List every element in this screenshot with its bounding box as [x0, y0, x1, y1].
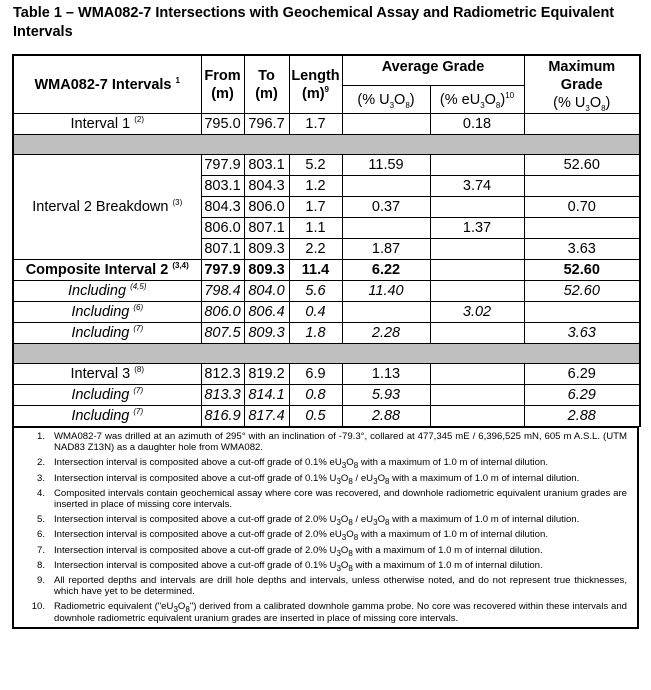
from-value: 797.9 [201, 260, 244, 281]
length-value: 6.9 [289, 364, 342, 385]
u3o8-value: 11.59 [342, 155, 430, 176]
eu3o8-value: 3.02 [430, 302, 524, 323]
max-grade-value: 52.60 [524, 260, 640, 281]
interval-name: Including $^{(4,5)}$ [13, 281, 201, 302]
table-body [13, 114, 640, 427]
header-average-grade: Average Grade [342, 55, 524, 86]
to-value: 804.3 [244, 176, 289, 197]
u3o8-value [342, 176, 430, 197]
footnote-number: 4. [36, 487, 45, 499]
footnote-number: 10. [31, 601, 45, 613]
interval-name: Including $^{(7)}$ [13, 323, 201, 344]
max-grade-value: 3.63 [524, 323, 640, 344]
table-row [13, 385, 640, 406]
from-value: 804.3 [201, 197, 244, 218]
footnote-item [14, 575, 637, 597]
from-value: 812.3 [201, 364, 244, 385]
header-eu3o8: (% $eU_3O_8)^{10}$ [430, 86, 524, 114]
max-grade-value: 2.88 [524, 406, 640, 427]
u3o8-value [342, 114, 430, 135]
eu3o8-value [430, 281, 524, 302]
u3o8-value: 6.22 [342, 260, 430, 281]
length-value: 5.2 [289, 155, 342, 176]
to-value: 803.1 [244, 155, 289, 176]
u3o8-value: 5.93 [342, 385, 430, 406]
length-value: 2.2 [289, 239, 342, 260]
interval-name: Including $^{(7)}$ [13, 385, 201, 406]
separator-cell [13, 135, 640, 155]
to-value: 796.7 [244, 114, 289, 135]
eu3o8-value: 0.18 [430, 114, 524, 135]
header-maximum-grade: Maximum Grade (% $U_3O_8$) [524, 55, 640, 114]
interval-name: Interval 1 $^{(2)}$ [13, 114, 201, 135]
interval-name: Composite Interval 2 $^{(3,4)}$ [13, 260, 201, 281]
footnote-number: 7. [36, 544, 45, 556]
from-value: 806.0 [201, 302, 244, 323]
max-grade-value [524, 302, 640, 323]
u3o8-value: 11.40 [342, 281, 430, 302]
table-row [13, 114, 640, 135]
from-value: 798.4 [201, 281, 244, 302]
u3o8-value: 1.13 [342, 364, 430, 385]
table-row [13, 323, 640, 344]
length-value: 5.6 [289, 281, 342, 302]
footnote-number: 2. [36, 457, 45, 469]
footnote-item [14, 488, 637, 510]
footnote-number: 3. [36, 472, 45, 484]
assay-table-container [12, 54, 639, 629]
max-grade-value: 6.29 [524, 385, 640, 406]
eu3o8-value: 3.74 [430, 176, 524, 197]
footnote-item [14, 601, 637, 623]
footnote-text: Intersection interval is composited above a cut-off grade of 0.1% $U_3O_8$ with a maximum of 1.0 m of internal dilution. [54, 559, 543, 573]
length-value: 11.4 [289, 260, 342, 281]
footnotes [12, 427, 639, 629]
to-value: 809.3 [244, 260, 289, 281]
length-value: 0.8 [289, 385, 342, 406]
max-grade-value: 6.29 [524, 364, 640, 385]
footnote-text: Intersection interval is composited above a cut-off grade of 0.1% $eU_3O_8$ with a maximum of 1.0 m of internal dilution. [54, 457, 548, 471]
footnote-item [14, 529, 637, 543]
interval-name: Including $^{(7)}$ [13, 406, 201, 427]
footnote-number: 8. [36, 559, 45, 571]
header-u3o8: (% $U_3O_8$) [342, 86, 430, 114]
max-grade-value [524, 114, 640, 135]
table-title: Table 1 – WMA082-7 Intersections with Geochemical Assay and Radiometric Equivalent Intervals [13, 5, 615, 40]
footnote-item [14, 514, 637, 528]
separator-row [13, 135, 640, 155]
from-value: 803.1 [201, 176, 244, 197]
footnote-item [14, 457, 637, 471]
u3o8-value: 2.88 [342, 406, 430, 427]
to-value: 817.4 [244, 406, 289, 427]
interval-name: Interval 2 Breakdown $^{(3)}$ [13, 155, 201, 260]
footnote-text: Intersection interval is composited above a cut-off grade of 2.0% $eU_3O_8$ with a maximum of 1.0 m of internal dilution. [54, 529, 548, 543]
footnote-text: Intersection interval is composited above a cut-off grade of 2.0% $U_3O_8$ with a maximum of 1.0 m of internal dilution. [54, 544, 543, 558]
from-value: 806.0 [201, 218, 244, 239]
table-row [13, 281, 640, 302]
interval-name: Including $^{(6)}$ [13, 302, 201, 323]
eu3o8-value [430, 197, 524, 218]
from-value: 807.1 [201, 239, 244, 260]
footnote-item [14, 431, 637, 453]
u3o8-value [342, 218, 430, 239]
eu3o8-value [430, 385, 524, 406]
eu3o8-value [430, 364, 524, 385]
to-value: 819.2 [244, 364, 289, 385]
to-value: 806.4 [244, 302, 289, 323]
eu3o8-value: 1.37 [430, 218, 524, 239]
table-row [13, 406, 640, 427]
max-grade-value: 52.60 [524, 281, 640, 302]
interval-name: Interval 3 $^{(8)}$ [13, 364, 201, 385]
footnote-item [14, 560, 637, 571]
header-from: From (m) [201, 55, 244, 114]
length-value: 1.1 [289, 218, 342, 239]
footnote-number: 9. [36, 575, 45, 587]
length-value: 1.7 [289, 197, 342, 218]
to-value: 807.1 [244, 218, 289, 239]
separator-row [13, 344, 640, 364]
u3o8-value [342, 302, 430, 323]
footnote-text: All reported depths and intervals are drill hole depths and intervals, unless otherwise noted, and do not represent true thicknesses, which have yet to be determined. [54, 575, 627, 598]
footnote-text: Composited intervals contain geochemical assay where core was recovered, and downhole radiometric equivalent uranium grades are inserted in place of missing core intervals. [54, 487, 627, 511]
separator-cell [13, 344, 640, 364]
length-value: 1.2 [289, 176, 342, 197]
u3o8-value: 2.28 [342, 323, 430, 344]
footnote-number: 6. [36, 529, 45, 541]
length-value: 1.8 [289, 323, 342, 344]
from-value: 807.5 [201, 323, 244, 344]
max-grade-value: 3.63 [524, 239, 640, 260]
footnote-item [14, 473, 637, 484]
footnote-text: Intersection interval is composited above a cut-off grade of 0.1% $U_3O_8 / eU_3O_8$ with a maximum of 1.0 m of internal dilution. [54, 472, 580, 486]
eu3o8-value [430, 260, 524, 281]
eu3o8-value [430, 239, 524, 260]
u3o8-value: 0.37 [342, 197, 430, 218]
max-grade-value: 52.60 [524, 155, 640, 176]
from-value: 797.9 [201, 155, 244, 176]
u3o8-value: 1.87 [342, 239, 430, 260]
footnote-text: Radiometric equivalent $("eU_3O_8")$ derived from a calibrated downhole gamma probe. No core was recovered within these intervals and downhole radiometric equivalent uranium grades are inserted in place of missing core intervals. [54, 601, 627, 624]
footnote-number: 1. [36, 431, 45, 442]
length-value: 1.7 [289, 114, 342, 135]
max-grade-value [524, 218, 640, 239]
from-value: 816.9 [201, 406, 244, 427]
to-value: 809.3 [244, 323, 289, 344]
eu3o8-value [430, 323, 524, 344]
footnote-item [14, 545, 637, 556]
table-row [13, 364, 640, 385]
max-grade-value: 0.70 [524, 197, 640, 218]
max-grade-value [524, 176, 640, 197]
eu3o8-value [430, 155, 524, 176]
header-length: Length $(m)^9$ [289, 55, 342, 114]
to-value: 809.3 [244, 239, 289, 260]
assay-table [12, 54, 641, 427]
from-value: 795.0 [201, 114, 244, 135]
footnote-text: WMA082-7 was drilled at an azimuth of 295° with an inclination of -79.3°, collared at 477,345 mE / 6,396,525 mN, 605 m A.S.L. (UTM NAD83 Z13N) as a daughter hole from WMA082. [54, 431, 627, 454]
header-to: To (m) [244, 55, 289, 114]
header-intervals: WMA082-7 Intervals $^1$ [13, 55, 201, 114]
to-value: 806.0 [244, 197, 289, 218]
table-row [13, 155, 640, 176]
footnote-text: Intersection interval is composited above a cut-off grade of 2.0% $U_3O_8 / eU_3O_8$ with a maximum of 1.0 m of internal dilution. [54, 514, 580, 528]
table-row [13, 260, 640, 281]
to-value: 814.1 [244, 385, 289, 406]
footnote-number: 5. [36, 514, 45, 526]
eu3o8-value [430, 406, 524, 427]
table-row [13, 302, 640, 323]
length-value: 0.5 [289, 406, 342, 427]
from-value: 813.3 [201, 385, 244, 406]
to-value: 804.0 [244, 281, 289, 302]
length-value: 0.4 [289, 302, 342, 323]
